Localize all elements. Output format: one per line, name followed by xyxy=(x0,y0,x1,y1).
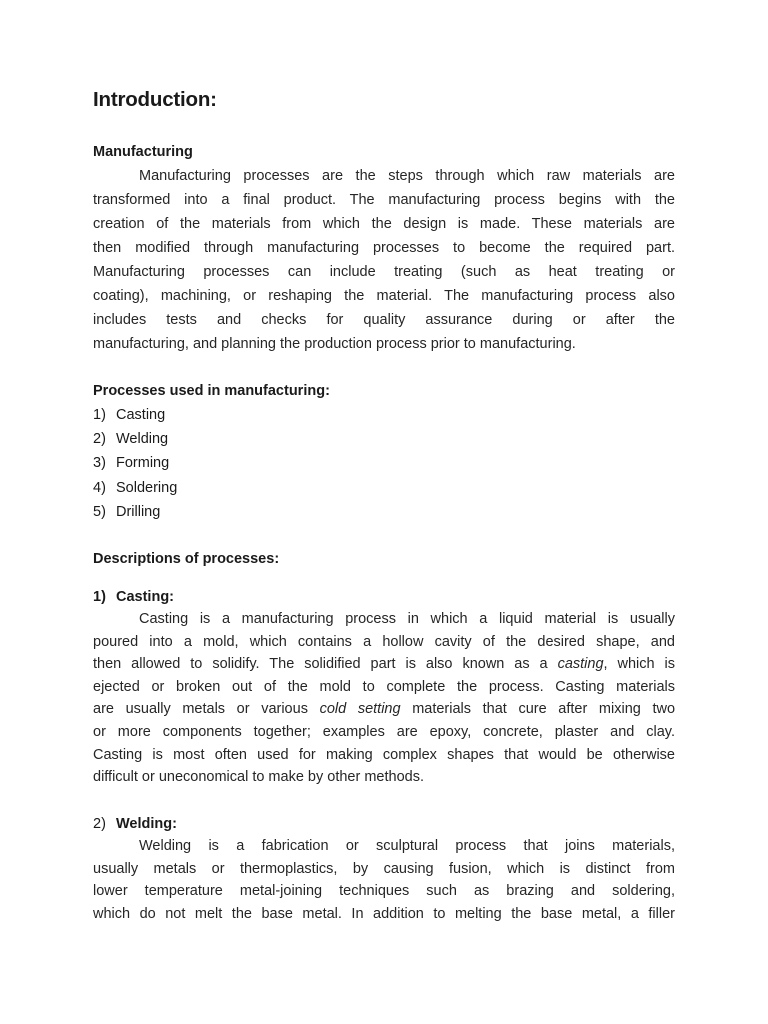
list-label: Forming xyxy=(116,455,170,472)
list-item xyxy=(93,476,177,500)
paragraph-line: lower temperature metal-joining techniques such as brazing and soldering, xyxy=(93,883,675,900)
paragraph-line: usually metals or thermoplastics, by causing fusion, which is distinct from xyxy=(93,860,675,877)
text-run: are usually metals or various xyxy=(93,701,308,718)
list-number: 3) xyxy=(93,455,106,472)
paragraph-line: then modified through manufacturing processes to become the required part. xyxy=(93,240,675,256)
list-item xyxy=(93,427,177,451)
paragraph-line: Casting is a manufacturing process in which a liquid material is usually xyxy=(139,611,675,627)
processes-list xyxy=(93,403,177,524)
casting-title: Casting: xyxy=(116,589,174,605)
list-item xyxy=(93,451,177,475)
manufacturing-paragraph xyxy=(93,164,675,356)
welding-subheading xyxy=(93,812,177,836)
list-number: 4) xyxy=(93,479,106,496)
welding-paragraph xyxy=(93,835,675,925)
casting-number: 1) xyxy=(93,589,106,605)
welding-title: Welding: xyxy=(116,816,177,832)
list-item xyxy=(93,403,177,427)
italic-term: cold setting xyxy=(319,701,401,718)
manufacturing-heading: Manufacturing xyxy=(93,144,193,160)
descriptions-heading: Descriptions of processes: xyxy=(93,551,280,567)
paragraph-line: manufacturing, and planning the production process prior to manufacturing. xyxy=(93,336,576,352)
text-run: then allowed to solidify. The solidified part is also known as a xyxy=(93,656,548,673)
paragraph-line: poured into a mold, which contains a hollow cavity of the desired shape, and xyxy=(93,633,675,650)
paragraph-line: which do not melt the base metal. In addition to melting the base metal, a filler xyxy=(93,905,675,922)
paragraph-line: Welding is a fabrication or sculptural process that joins materials, xyxy=(139,838,675,854)
paragraph-line: Manufacturing processes are the steps through which raw materials are xyxy=(139,168,675,184)
list-number: 1) xyxy=(93,407,106,423)
list-number: 5) xyxy=(93,503,106,520)
list-number: 2) xyxy=(93,431,106,448)
paragraph-line xyxy=(93,653,675,676)
list-label: Casting xyxy=(116,407,166,423)
processes-heading: Processes used in manufacturing: xyxy=(93,383,330,399)
paragraph-line: difficult or uneconomical to make by other methods. xyxy=(93,769,424,786)
text-run: , which is xyxy=(603,656,675,673)
paragraph-line: creation of the materials from which the design is made. These materials are xyxy=(93,216,675,232)
casting-subheading xyxy=(93,585,174,609)
paragraph-line: ejected or broken out of the mold to complete the process. Casting materials xyxy=(93,678,675,695)
paragraph-line xyxy=(93,698,675,721)
italic-term: casting xyxy=(557,656,604,673)
paragraph-line: includes tests and checks for quality assurance during or after the xyxy=(93,312,675,328)
text-run: materials that cure after mixing two xyxy=(412,701,675,718)
list-label: Soldering xyxy=(116,479,178,496)
casting-paragraph xyxy=(93,608,675,789)
list-item xyxy=(93,500,177,524)
list-label: Drilling xyxy=(116,503,161,520)
welding-number: 2) xyxy=(93,816,106,832)
paragraph-line: transformed into a final product. The manufacturing process begins with the xyxy=(93,192,675,208)
page-title: Introduction: xyxy=(93,88,217,111)
paragraph-line: coating), machining, or reshaping the material. The manufacturing process also xyxy=(93,288,675,304)
list-label: Welding xyxy=(116,431,169,448)
paragraph-line: or more components together; examples are epoxy, concrete, plaster and clay. xyxy=(93,723,675,740)
paragraph-line: Manufacturing processes can include treating (such as heat treating or xyxy=(93,264,675,280)
paragraph-line: Casting is most often used for making complex shapes that would be otherwise xyxy=(93,746,675,763)
